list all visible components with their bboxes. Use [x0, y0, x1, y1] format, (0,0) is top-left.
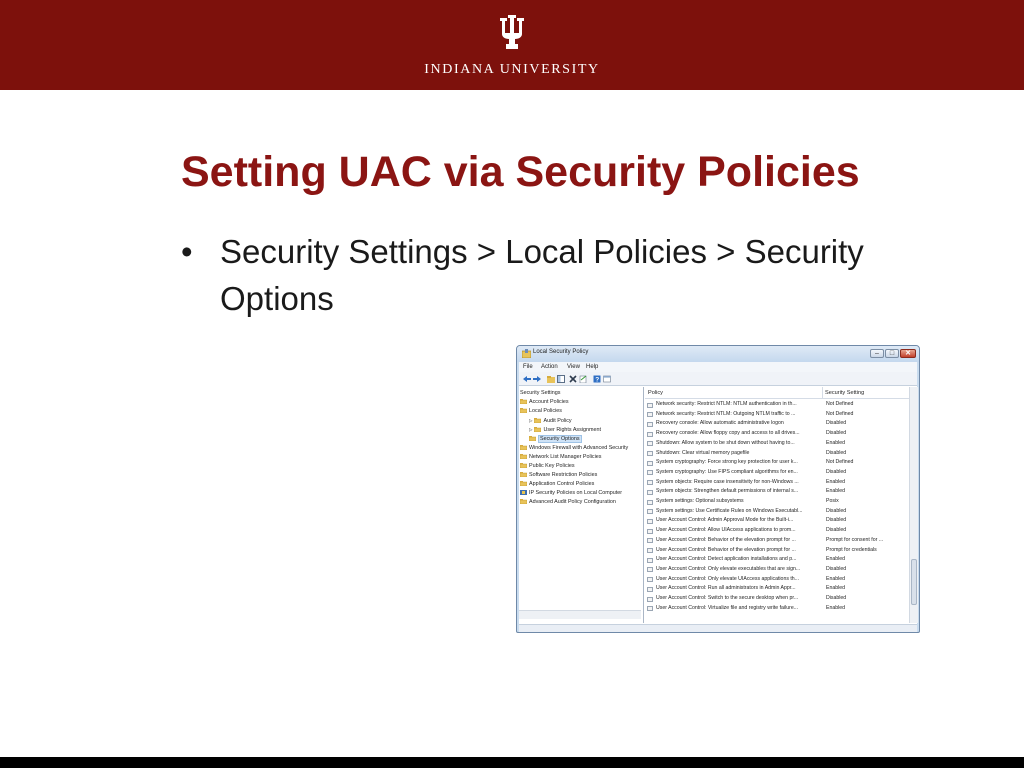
scrollbar-thumb[interactable] — [911, 559, 917, 605]
console-tree-pane — [519, 387, 644, 623]
policy-row[interactable] — [645, 584, 907, 594]
policy-setting: Enabled — [826, 575, 846, 582]
properties-icon[interactable] — [603, 375, 611, 383]
policy-name: System objects: Require case insensitivity for non-Windows ... — [656, 478, 799, 485]
tree-item[interactable] — [520, 471, 597, 480]
tree-item[interactable] — [520, 453, 602, 462]
policy-setting: Prompt for credentials — [826, 546, 877, 553]
policy-setting: Disabled — [826, 430, 847, 437]
tree-expander-icon[interactable]: ▷ — [529, 418, 533, 424]
tree-item[interactable] — [520, 462, 575, 471]
folder-icon — [520, 454, 527, 459]
policy-row[interactable] — [645, 497, 907, 507]
bullet-text: Security Settings > Local Policies > Security Options — [220, 233, 864, 317]
policy-row[interactable] — [645, 546, 907, 556]
policy-name: Shutdown: Clear virtual memory pagefile — [656, 449, 750, 456]
tree-item[interactable] — [520, 489, 622, 498]
policy-item-icon — [647, 451, 653, 456]
policy-name: User Account Control: Detect application installations and p... — [656, 556, 797, 563]
institution-name: INDIANA UNIVERSITY — [424, 62, 600, 77]
policy-name: System objects: Strengthen default permissions of internal s... — [656, 488, 799, 495]
column-header-security-setting[interactable]: Security Setting — [825, 390, 865, 396]
tree-item[interactable] — [520, 398, 569, 407]
policy-setting: Enabled — [826, 439, 846, 446]
policy-setting: Disabled — [826, 527, 847, 534]
policy-item-icon — [647, 412, 653, 417]
policy-setting: Disabled — [826, 565, 847, 572]
policy-item-icon — [647, 567, 653, 572]
policy-row[interactable] — [645, 565, 907, 575]
policy-row[interactable] — [645, 575, 907, 585]
tree-item-label: IP Security Policies on Local Computer — [529, 490, 623, 497]
status-bar — [519, 624, 917, 633]
policy-item-icon — [647, 529, 653, 534]
policy-row[interactable] — [645, 449, 907, 459]
tree-item-label: Security Options — [540, 435, 580, 442]
tree-item-label: Security Settings — [520, 390, 561, 396]
policy-name: System cryptography: Force strong key protection for user k... — [656, 459, 798, 466]
policy-name: User Account Control: Admin Approval Mode for the Built-i... — [656, 517, 794, 524]
policy-name: Network security: Restrict NTLM: NTLM authentication in th... — [656, 401, 797, 407]
policy-setting: Disabled — [826, 420, 847, 427]
tree-horizontal-scrollbar[interactable] — [519, 610, 641, 619]
tree-item-label: Application Control Policies — [529, 481, 595, 487]
policy-row[interactable] — [645, 487, 907, 497]
forward-arrow-icon[interactable] — [533, 375, 541, 383]
folder-icon — [520, 481, 527, 486]
tree-item-label: Software Restriction Policies — [529, 471, 598, 478]
folder-icon — [520, 499, 527, 504]
tree-item-label: Windows Firewall with Advanced Security — [529, 444, 629, 451]
policy-setting: Posix — [826, 498, 839, 504]
tree-item-label: Account Policies — [529, 399, 569, 406]
folder-icon — [534, 418, 541, 423]
slide-footer-bar — [0, 757, 1024, 768]
close-button[interactable]: ✕ — [900, 349, 916, 358]
policy-setting: Enabled — [826, 478, 846, 485]
folder-icon — [534, 427, 541, 432]
window-title-bar[interactable] — [517, 346, 919, 362]
policy-name: User Account Control: Only elevate UIAccess applications th... — [656, 575, 800, 582]
policy-item-icon — [647, 509, 653, 514]
policy-row[interactable] — [645, 507, 907, 517]
policy-item-icon — [647, 422, 653, 427]
folder-icon — [529, 436, 536, 441]
policy-row[interactable] — [645, 410, 907, 420]
tree-item-label: Public Key Policies — [529, 462, 575, 469]
tree-item[interactable] — [529, 435, 582, 444]
list-column-header — [645, 387, 917, 399]
back-arrow-icon[interactable] — [523, 375, 531, 383]
policy-row[interactable] — [645, 400, 907, 410]
tree-item[interactable] — [520, 498, 616, 507]
bullet-marker: • — [181, 233, 193, 270]
policy-setting: Disabled — [826, 468, 847, 475]
up-folder-icon[interactable] — [547, 375, 555, 383]
policy-row[interactable] — [645, 478, 907, 488]
policy-name: System settings: Use Certificate Rules on Windows Executabl... — [656, 507, 803, 514]
policy-row[interactable] — [645, 555, 907, 565]
policy-name: System settings: Optional subsystems — [656, 498, 744, 504]
folder-icon — [520, 445, 527, 450]
policy-name: Shutdown: Allow system to be shut down without having to... — [656, 439, 795, 446]
policy-row[interactable] — [645, 536, 907, 546]
menu-bar — [519, 362, 917, 372]
policy-name: System cryptography: Use FIPS compliant algorithms for en... — [656, 468, 798, 475]
policy-item-icon — [647, 470, 653, 475]
tree-item-label: Audit Policy — [543, 418, 572, 425]
policy-row[interactable] — [645, 604, 907, 614]
policy-row[interactable] — [645, 458, 907, 468]
tree-item[interactable] — [529, 425, 601, 434]
policy-name: Recovery console: Allow floppy copy and access to all drives... — [656, 430, 800, 437]
local-security-policy-window — [516, 345, 920, 633]
policy-item-icon — [647, 461, 653, 466]
policy-setting: Enabled — [826, 585, 846, 592]
toolbar — [519, 372, 917, 386]
menu-help[interactable]: Help — [586, 364, 599, 370]
policy-setting: Not Defined — [826, 401, 854, 407]
minimize-button[interactable]: – — [870, 349, 884, 358]
show-hide-tree-icon[interactable] — [557, 375, 565, 383]
policy-item-icon — [647, 480, 653, 485]
menu-view[interactable]: View — [567, 364, 580, 370]
svg-text:?: ? — [595, 376, 600, 383]
policy-setting: Disabled — [826, 595, 847, 601]
policy-row[interactable] — [645, 419, 907, 429]
policy-row[interactable] — [645, 594, 907, 604]
tree-item[interactable] — [520, 407, 562, 416]
policy-item-icon — [647, 500, 653, 505]
policy-row[interactable] — [645, 439, 907, 449]
policy-item-icon — [647, 577, 653, 582]
policy-item-icon — [647, 597, 653, 602]
policy-row[interactable] — [645, 468, 907, 478]
window-title: Local Security Policy — [533, 349, 589, 355]
bullet-list — [181, 228, 881, 322]
policy-item-icon — [647, 558, 653, 563]
policy-name: User Account Control: Behavior of the elevation prompt for ... — [656, 536, 796, 543]
policy-row[interactable] — [645, 429, 907, 439]
policy-list-pane — [645, 387, 917, 623]
export-list-icon[interactable] — [579, 375, 587, 383]
tree-item-label: Local Policies — [529, 408, 562, 415]
menu-file[interactable]: File — [523, 364, 533, 370]
policy-item-icon — [647, 519, 653, 524]
policy-item-icon — [647, 403, 653, 408]
bullet-item — [181, 228, 881, 322]
folder-icon — [520, 472, 527, 477]
folder-icon — [520, 463, 527, 468]
folder-open-icon — [520, 408, 527, 413]
tree-item[interactable] — [520, 389, 560, 398]
help-icon[interactable] — [593, 375, 601, 383]
policy-item-icon — [647, 548, 653, 553]
policy-name: User Account Control: Only elevate executables that are sign... — [656, 565, 801, 572]
policy-item-icon — [647, 441, 653, 446]
delete-icon[interactable] — [569, 375, 577, 383]
policy-setting: Not Defined — [826, 459, 854, 466]
folder-icon — [520, 399, 527, 404]
policy-name: User Account Control: Allow UIAccess applications to prom... — [656, 527, 796, 534]
policy-setting: Disabled — [826, 507, 847, 514]
shield-policy-icon — [520, 490, 527, 495]
policy-name: User Account Control: Behavior of the elevation prompt for ... — [656, 546, 796, 553]
list-vertical-scrollbar[interactable] — [909, 387, 918, 623]
column-divider[interactable] — [822, 387, 823, 398]
policy-setting: Disabled — [826, 449, 847, 456]
slide-header-bar — [0, 0, 1024, 90]
policy-name: Recovery console: Allow automatic administrative logon — [656, 420, 784, 427]
policy-setting: Prompt for consent for ... — [826, 536, 884, 543]
policy-row[interactable] — [645, 516, 907, 526]
maximize-button[interactable]: □ — [885, 349, 899, 358]
policy-item-icon — [647, 606, 653, 611]
policy-setting: Enabled — [826, 604, 846, 611]
tree-item[interactable] — [529, 416, 572, 425]
policy-setting: Not Defined — [826, 410, 854, 417]
policy-item-icon — [647, 490, 653, 495]
slide-title: Setting UAC via Security Policies — [181, 148, 860, 196]
policy-name: Network security: Restrict NTLM: Outgoing NTLM traffic to ... — [656, 410, 796, 417]
tree-item[interactable] — [520, 444, 628, 453]
policy-name: User Account Control: Run all administrators in Admin Appr... — [656, 585, 796, 592]
policy-name: User Account Control: Switch to the secure desktop when pr... — [656, 595, 799, 601]
tree-expander-icon[interactable]: ▷ — [529, 427, 533, 433]
column-header-policy[interactable]: Policy — [648, 390, 663, 396]
policy-item-icon — [647, 538, 653, 543]
tree-item[interactable] — [520, 480, 594, 489]
tree-item-label: User Rights Assignment — [543, 427, 601, 434]
policy-setting: Disabled — [826, 517, 847, 524]
security-policy-app-icon — [522, 349, 531, 358]
tree-item-label: Network List Manager Policies — [529, 453, 602, 460]
policy-item-icon — [647, 587, 653, 592]
tree-item-label: Advanced Audit Policy Configuration — [529, 499, 616, 506]
iu-trident-icon — [499, 15, 525, 49]
policy-item-icon — [647, 432, 653, 437]
policy-setting: Enabled — [826, 556, 846, 563]
menu-action[interactable]: Action — [541, 364, 558, 370]
policy-setting: Enabled — [826, 488, 846, 495]
policy-row[interactable] — [645, 526, 907, 536]
policy-name: User Account Control: Virtualize file and registry write failure... — [656, 604, 799, 611]
